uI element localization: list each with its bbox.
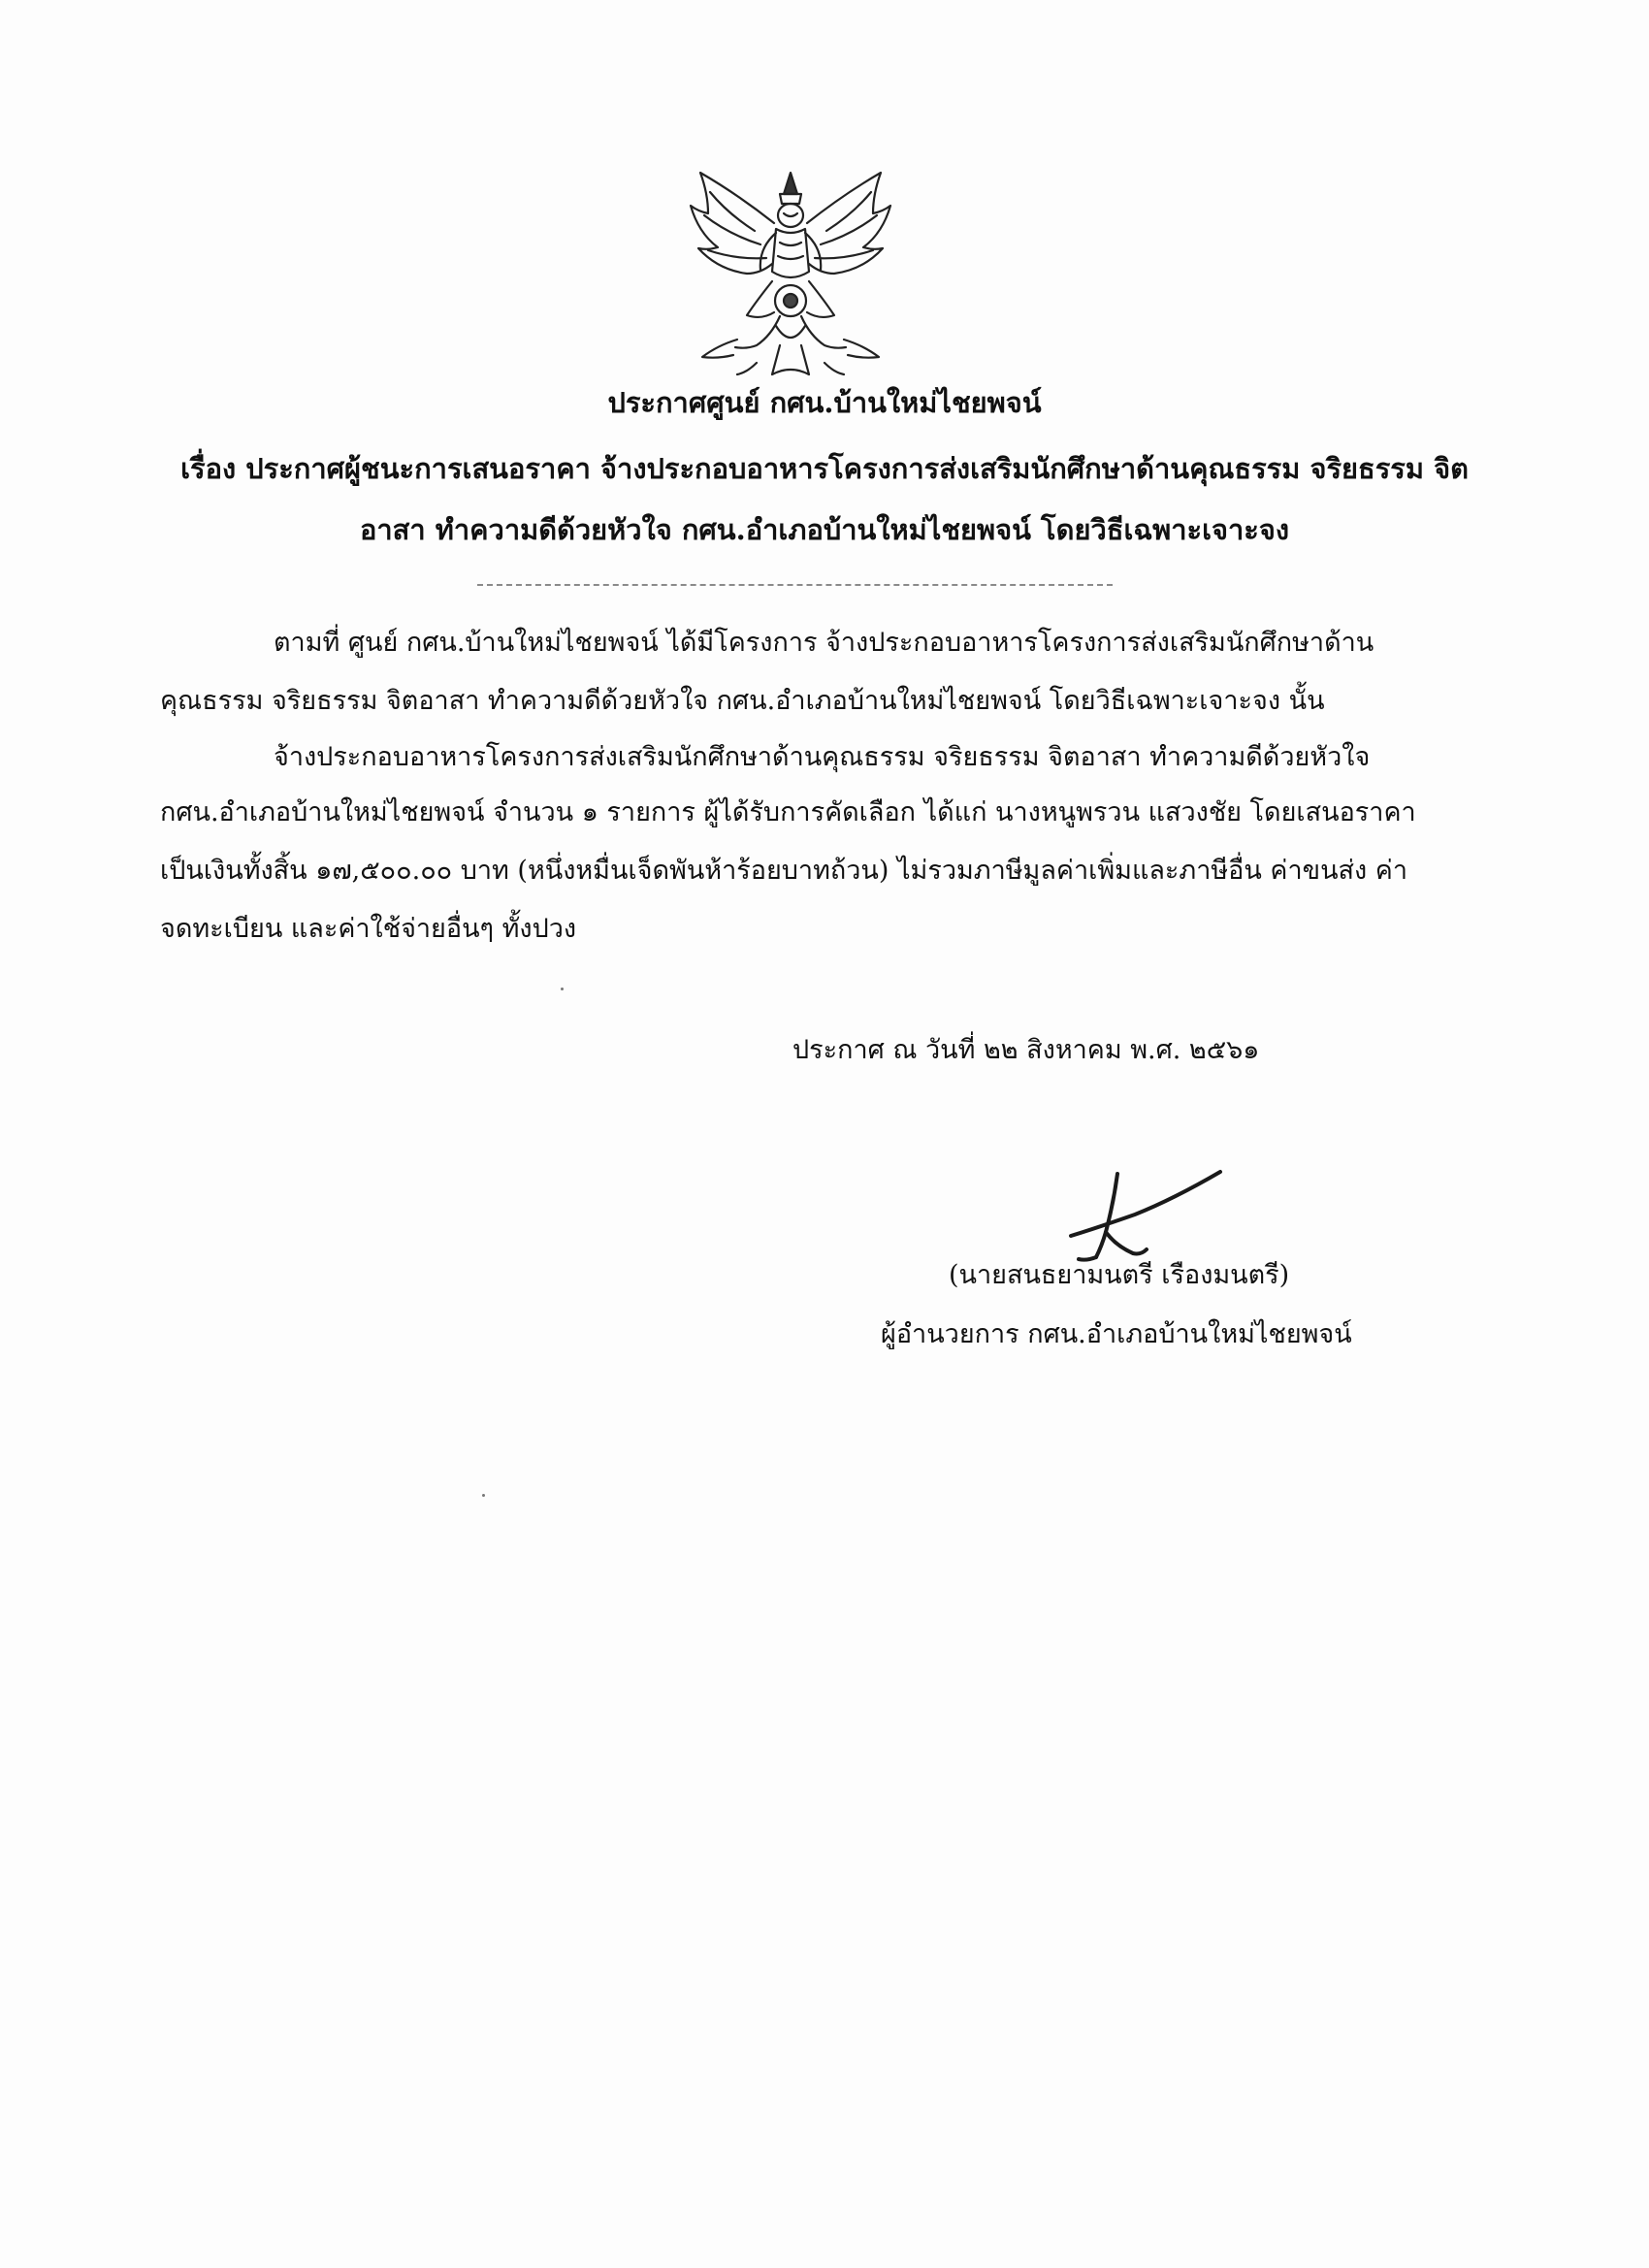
- paragraph-2-line-2: กศน.อำเภอบ้านใหม่ไชยพจน์ จำนวน ๑ รายการ ผู้ได้รับการคัดเลือก ได้แก่ นางหนูพรวน แสวงชัย โดยเสนอราคา: [160, 797, 1416, 827]
- paragraph-1-line-1: ตามที่ ศูนย์ กศน.บ้านใหม่ไชยพจน์ ได้มีโครงการ จ้างประกอบอาหารโครงการส่งเสริมนักศึกษาด้าน: [274, 628, 1374, 658]
- dashed-divider: [477, 584, 1113, 586]
- paragraph-2-line-3: เป็นเงินทั้งสิ้น ๑๗,๕๐๐.๐๐ บาท (หนึ่งหมื่นเจ็ดพันห้าร้อยบาทถ้วน) ไม่รวมภาษีมูลค่าเพิ่มและภาษีอื่น ค่าขนส่ง ค่า: [160, 856, 1408, 886]
- announcement-subject-line-1: เรื่อง ประกาศผู้ชนะการเสนอราคา จ้างประกอบอาหารโครงการส่งเสริมนักศึกษาด้านคุณธรรม จริยธรรม จิต: [180, 452, 1469, 485]
- paragraph-2-line-1: จ้างประกอบอาหารโครงการส่งเสริมนักศึกษาด้านคุณธรรม จริยธรรม จิตอาสา ทำความดีด้วยหัวใจ: [274, 742, 1371, 772]
- paragraph-1-line-2: คุณธรรม จริยธรรม จิตอาสา ทำความดีด้วยหัวใจ กศน.อำเภอบ้านใหม่ไชยพจน์ โดยวิธีเฉพาะเจาะจง นั้น: [160, 686, 1325, 716]
- signatory-position: ผู้อำนวยการ กศน.อำเภอบ้านใหม่ไชยพจน์: [881, 1319, 1352, 1349]
- scan-speck: [482, 1494, 485, 1497]
- garuda-emblem-icon: [679, 155, 902, 388]
- signatory-name: (นายสนธยามนตรี เรืองมนตรี): [949, 1260, 1290, 1290]
- announcement-subject-line-2: อาสา ทำความดีด้วยหัวใจ กศน.อำเภอบ้านใหม่ไชยพจน์ โดยวิธีเฉพาะเจาะจง: [359, 513, 1290, 546]
- announcement-date: ประกาศ ณ วันที่ ๒๒ สิงหาคม พ.ศ. ๒๕๖๑: [792, 1035, 1260, 1065]
- scan-speck: [561, 988, 564, 990]
- paragraph-2-line-4: จดทะเบียน และค่าใช้จ่ายอื่นๆ ทั้งปวง: [160, 914, 577, 944]
- announcement-heading: ประกาศศูนย์ กศน.บ้านใหม่ไชยพจน์: [607, 386, 1042, 419]
